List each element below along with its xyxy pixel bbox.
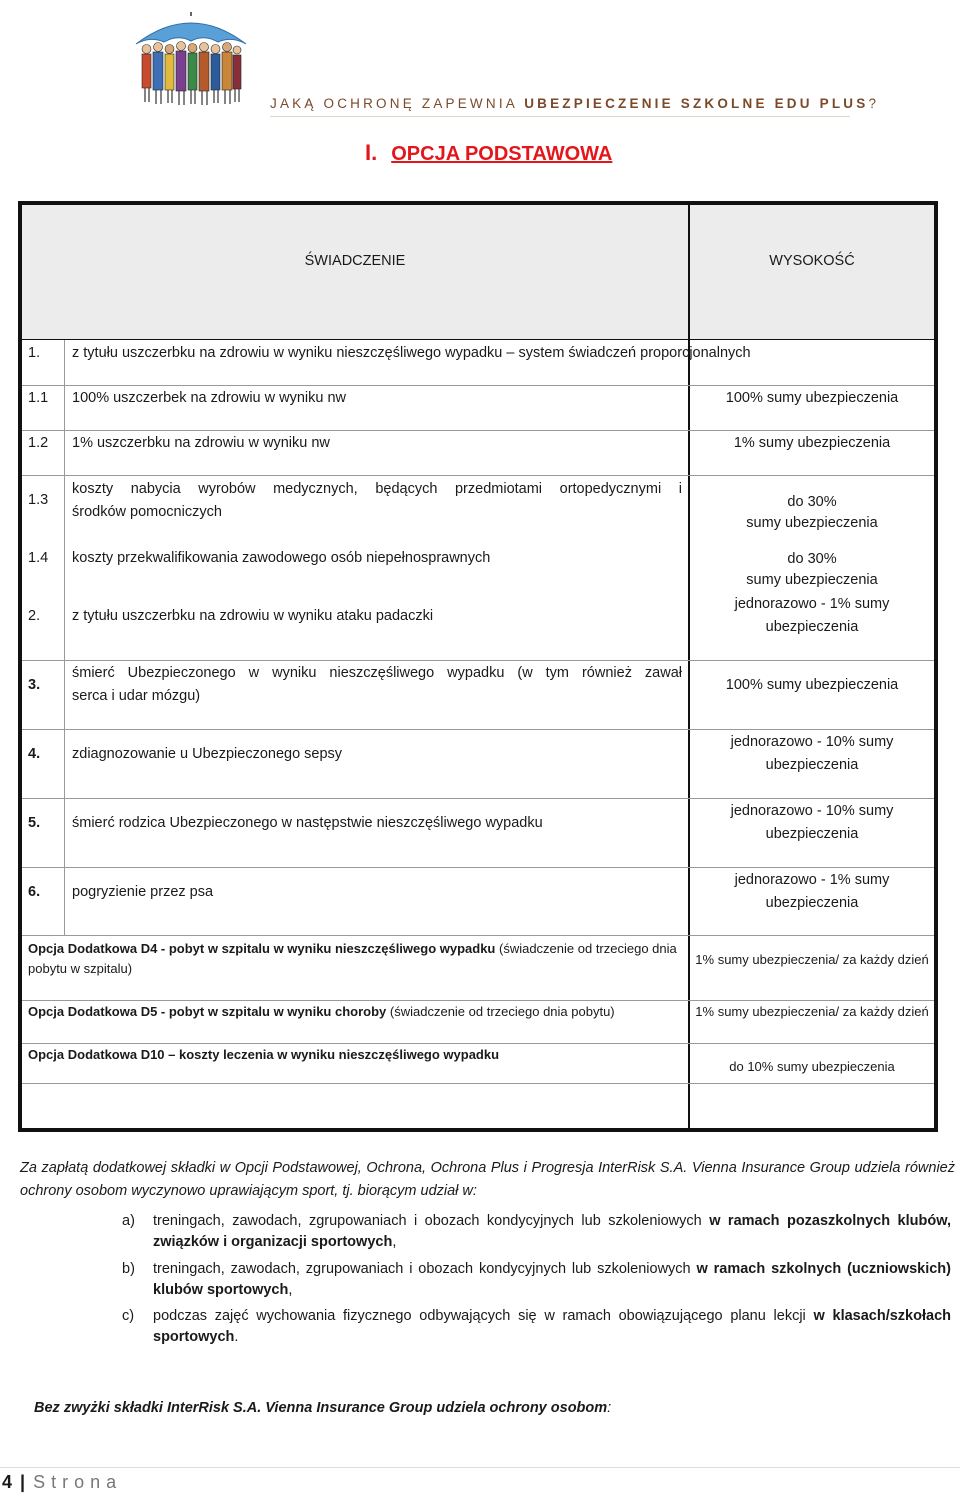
row-divider xyxy=(22,867,934,868)
list-item-text: treningach, zawodach, zgrupowaniach i obozach kondycyjnych lub szkoleniowych w ramach pozaszkolnych klubów, związków i organizacji sportowych, xyxy=(153,1213,951,1250)
row-text: śmierć rodzica Ubezpieczonego w następstwie nieszczęśliwego wypadku xyxy=(72,815,543,831)
row-text-line: koszty nabycia wyrobów medycznych, będących przedmiotami ortopedycznymi i xyxy=(72,481,682,497)
row-number: 3. xyxy=(28,677,41,693)
row-number: 5. xyxy=(28,815,41,831)
column-header-benefit: ŚWIADCZENIE xyxy=(304,253,406,269)
option-d4-note: (świadczenie od trzeciego dnia xyxy=(495,941,677,956)
option-d5-text xyxy=(28,1002,684,1022)
row-number: 4. xyxy=(28,746,41,762)
page-number: 4 | Strona xyxy=(2,1472,123,1492)
row-amount-line: do 30% xyxy=(787,551,837,567)
list-item-text: podczas zajęć wychowania fizycznego odbywających się w ramach obowiązującego planu lekcji w klasach/szkołach sportowych. xyxy=(153,1308,951,1345)
row-amount-line: ubezpieczenia xyxy=(765,757,859,773)
row-amount-line: sumy ubezpieczenia xyxy=(746,572,878,588)
row-text-line: środków pomocniczych xyxy=(72,504,222,520)
row-amount: 1% sumy ubezpieczenia xyxy=(733,435,891,451)
option-d4-note-line2: pobytu w szpitalu) xyxy=(28,961,133,976)
row-text: koszty przekwalifikowania zawodowego osób niepełnosprawnych xyxy=(72,550,491,566)
row-text: zdiagnozowanie u Ubezpieczonego sepsy xyxy=(72,746,343,762)
option-d5-note: (świadczenie od trzeciego dnia pobytu) xyxy=(386,1004,615,1019)
row-divider xyxy=(22,430,934,431)
list-marker: c) xyxy=(122,1308,135,1324)
row-divider xyxy=(22,1000,934,1001)
footer-rule xyxy=(0,1467,960,1468)
row-amount-line: sumy ubezpieczenia xyxy=(746,515,878,531)
row-amount: 100% sumy ubezpieczenia xyxy=(725,390,899,406)
row-text: z tytułu uszczerbku na zdrowiu w wyniku nieszczęśliwego wypadku – system świadczeń proporcjonalnych xyxy=(72,345,751,361)
row-amount-line: ubezpieczenia xyxy=(765,895,859,911)
row-amount-line: jednorazowo - 1% sumy xyxy=(734,872,890,888)
row-amount-line: jednorazowo - 10% sumy xyxy=(730,803,894,819)
row-number: 1.3 xyxy=(28,492,49,508)
row-text: 1% uszczerbku na zdrowiu w wyniku nw xyxy=(72,435,330,451)
option-d5-amount: 1% sumy ubezpieczenia/ za każdy dzień xyxy=(695,1004,929,1019)
option-d4-amount: 1% sumy ubezpieczenia/ za każdy dzień xyxy=(695,952,929,967)
footer-note: Bez zwyżki składki InterRisk S.A. Vienna Insurance Group udziela ochrony osobom: xyxy=(34,1400,612,1416)
row-divider xyxy=(22,729,934,730)
row-text-line: serca i udar mózgu) xyxy=(72,688,201,704)
option-d5-title: Opcja Dodatkowa D5 - pobyt w szpitalu w wyniku choroby xyxy=(28,1004,387,1019)
row-divider xyxy=(22,660,934,661)
row-divider xyxy=(22,1083,934,1084)
additional-cover-paragraph: Za zapłatą dodatkowej składki w Opcji Podstawowej, Ochrona, Ochrona Plus i Progresja InterRisk S.A. Vienna Insurance Group udziela również ochrony osobom wyczynowo uprawiającym sport, tj. biorącym udział w: xyxy=(20,1160,955,1199)
option-d4-title: Opcja Dodatkowa D4 - pobyt w szpitalu w wyniku nieszczęśliwego wypadku xyxy=(28,941,496,956)
option-d10-title: Opcja Dodatkowa D10 – koszty leczenia w wyniku nieszczęśliwego wypadku xyxy=(28,1047,500,1062)
row-amount-line: jednorazowo - 1% sumy xyxy=(734,596,890,612)
row-amount-line: ubezpieczenia xyxy=(765,826,859,842)
option-d10-amount: do 10% sumy ubezpieczenia xyxy=(729,1059,895,1074)
number-column-divider xyxy=(64,339,65,935)
row-number: 1. xyxy=(28,345,41,361)
row-divider xyxy=(22,385,934,386)
table-header-bg xyxy=(22,205,934,339)
row-amount-line: do 30% xyxy=(787,494,837,510)
row-divider xyxy=(22,475,934,476)
row-divider xyxy=(22,1043,934,1044)
benefits-table xyxy=(18,201,938,1132)
row-number: 2. xyxy=(28,608,41,624)
row-amount-line: jednorazowo - 10% sumy xyxy=(730,734,894,750)
row-amount-line: ubezpieczenia xyxy=(765,619,859,635)
row-text: pogryzienie przez psa xyxy=(72,884,214,900)
list-marker: a) xyxy=(122,1213,135,1229)
option-d4-text xyxy=(28,939,684,979)
list-marker: b) xyxy=(122,1261,135,1277)
row-number: 1.2 xyxy=(28,435,49,451)
row-text: z tytułu uszczerbku na zdrowiu w wyniku ataku padaczki xyxy=(72,608,434,624)
header-rule xyxy=(270,116,850,117)
header-title: JAKĄ OCHRONĘ ZAPEWNIA UBEZPIECZENIE SZKOLNE EDU PLUS? xyxy=(270,96,880,111)
row-divider xyxy=(22,935,934,936)
column-header-amount: WYSOKOŚĆ xyxy=(769,253,855,269)
row-divider xyxy=(22,798,934,799)
list-item-text: treningach, zawodach, zgrupowaniach i obozach kondycyjnych lub szkoleniowych w ramach szkolnych (uczniowskich) klubów sportowych, xyxy=(153,1261,951,1298)
row-number: 1.4 xyxy=(28,550,49,566)
row-text-line: śmierć Ubezpieczonego w wyniku nieszczęśliwego wypadku (w tym również zawał xyxy=(72,665,682,681)
row-divider xyxy=(22,339,934,340)
umbrella-people-logo xyxy=(132,8,250,108)
row-number: 6. xyxy=(28,884,41,900)
section-title: I. OPCJA PODSTAWOWA xyxy=(365,140,613,165)
row-number: 1.1 xyxy=(28,390,49,406)
row-amount: 100% sumy ubezpieczenia xyxy=(725,677,899,693)
row-text: 100% uszczerbek na zdrowiu w wyniku nw xyxy=(72,390,347,406)
